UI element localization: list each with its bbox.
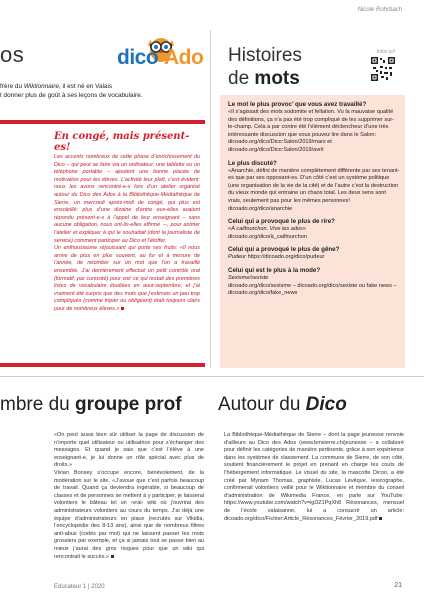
footer-publication: Educateur 1 | 2020 — [54, 584, 105, 590]
groupe-prof-body — [54, 432, 204, 561]
body-paragraph: Vivian Bonsey s’occupe encore, bénévolement, de la modération sur le site. «J’avoue que c’est parfois beaucoup de travail. Quand ça deviendra ingérable, si beaucoup de classes et de personnes se mettent à y participer, je laisserai volontiers le bâteau tel un ‹vrai› wiki où j’ouvrirai des administrateurs volontiers au cours du temps. J’ai déjà une équipe d’administrateurs en place (recrutés sur Vikidia, l’encyclopédie des 8-13 ans), ainsi que de nombreux filtres anti-abus (codés par moi) qui ne laissent passer les mots grossiers par exemple, et ça si jamais tout se passe bien au mieux j’aurai des gros risques pour que un wiki qui rencontrait le succès.» — [54, 469, 204, 560]
question-discute: Le plus discuté? — [228, 159, 277, 167]
autour-du-dico-body — [224, 432, 404, 523]
end-mark-icon — [379, 517, 382, 520]
page-number: 21 — [394, 582, 402, 589]
end-mark-icon — [111, 555, 114, 558]
section-divider — [0, 376, 424, 377]
section-title-fragment: os — [0, 42, 25, 67]
question-provoc: Le mot le plus provoc’ que vous avez travaillé? — [228, 101, 367, 108]
intro-text-fragment: frère du Wiktionnaire, il est né en Valais t donner plus de goût à ses leçons de vocabulaire. — [0, 83, 143, 99]
histoires-de-mots-box — [220, 30, 405, 368]
dicoado-logo — [117, 32, 204, 78]
promo-paragraph: Un enthousiasme réjouissant qui porte ses fruits: «Il nous arrive de plus en plus souvent, au fur et à mesure de l’année, de retomber sur un mot que l’on a travaillé ensemble. J’ai demièrement effectué un petit contrôle oral (formatif, par curiosité) pour voir ce qui restait des premières listes de vocabulaire étudiées en aout-septembre, et j’ai vraiment été surpris que des mots que j’estimais un peu trop compliqués (comme tripier ou obligeant) était toujours clairs pour de nombreux élèves.» — [54, 245, 200, 312]
qr-code-icon[interactable] — [371, 57, 395, 81]
body-paragraph: «On peut aussi bien sûr utiliser la page de discussion de n’importe quel utilisateur ou utilisatrice pour s’échanger des messages. Et quand je sais que c’est l’élève à une enseignant-e, je lui donne un rôle spécial avec plus de droits.» — [54, 432, 204, 469]
promo-heading: En congé, mais présent-es! — [54, 131, 190, 153]
logo-text-ado: Ado — [164, 46, 204, 69]
question-gene: Celui qui a provoqué le plus de gêne? — [228, 246, 340, 254]
groupe-prof-title: mbre du groupe prof — [0, 394, 182, 415]
promo-paragraph: Les accents nombreux de cette phase d’enrichissement du Dico – qui peut se faire via un ordinateur, une tablette ou un téléphone portable – ajoutent une bonne placée de motivation pour les élèves. L’activité leur plaît, c’est évident: nous les avons rencontré-e-s lors d’un atelier organisé autour du Dico des Ados à la Bibliothèque-Médiathèque de Sierre, un mercredi après-midi de congé, qui plus est ensoleillé: plus d’une dizaine d’entre eux-elles avaient répondu présent-e-s à l’appel de leur enseignant – sans aucune obligation, nous ont-ils-elles affirmé ·–, pour animer l’atelier et expliquer à qui le souhaitait (dont la journaliste de service) comment participer au Dico et l’étoffer. — [54, 154, 200, 244]
end-mark-icon — [121, 307, 124, 310]
answer-mode: Sexisme/sexiste dicoado.org/dico/sexisme – dicoado.org/dico/sexiste ou fake news – dicoado.org/dico/fake_news — [228, 274, 397, 297]
histoires-panel — [220, 95, 405, 368]
logo-text-dico: dico — [117, 46, 159, 69]
promo-box — [0, 120, 205, 367]
infos-label: Infos ici! — [376, 49, 395, 55]
author-name: Nicole Rohrbach — [357, 7, 402, 13]
promo-body — [54, 154, 200, 313]
autour-du-dico-title: Autour du Dico — [218, 394, 347, 415]
histoires-title: Histoires de mots — [228, 45, 302, 89]
question-mode: Celui qui est le plus à la mode? — [228, 266, 321, 274]
answer-provoc: «Il s’agissait des mots sodomite et fellation. Vu la mauvaise qualité des définitions, ça n’a pas été trop compliqué de les supprimer sur-le-champ. Cela a par contre été l’élément déclencheur d’une très intéressante discussion que vous pouvez lire dans le Salon: dicoado.org/dico/Dico:Salon/2019/mars et dicoado.org/dico/Dico:Salon/2019/avril — [228, 109, 395, 153]
question-rire: Celui qui a provoqué le plus de rire? — [228, 218, 335, 226]
answer-discute: «Anarchie, défini de manière complètement différente par ses tenant-es que par ses opposant-es. D’un côté c’est un système politique (une organisation de la vie de la cité) et de l’autre c’est la destruction du vieux monde qui entraine un chaos total. Les deux sens sont vrais, seulement pas pour les mêmes personnes! dicoado.org/dico/anarchie — [228, 167, 400, 212]
body-paragraph: La Bibliothèque-Médiathèque de Sierre – dont la page jeunesse renvoie d’ailleurs au Dico des Ados (www.bmsierre.ch/jeunesse – a collaboré pour définir les catégories de manière pertinente, grâce à son expérience dans les systèmes de classement. La commune de Sierre, de son côté, soutient financièrement le projet en prenant en charge les couts de l’hébergement informatique. Le visuel du site, la mascotte Dicoo, a été créé par Myriam Thomas, graphiste. Lucas Lévêque, lexicographe, confirmerait volontiers veillé pour le Wiktionnaire et membre du conseil d’administration de Wikimedia France, en parle sur YouTube: https://www.youtube.com/watch?v=igDZ1PqXh8 Résonances, mensuel de l’école valaisanne, lui a consacré un article: dicoado.org/dico/Fichier:Article_Résonances_Février_2019.pdf — [224, 432, 404, 522]
column-divider — [210, 30, 211, 368]
answer-rire: «À califourchon. Vive les ados» dicoado.org/dico/à_califourchon — [228, 226, 307, 240]
answer-gene: Pudeur https://dicoado.org/dico/pudeur — [228, 254, 325, 261]
